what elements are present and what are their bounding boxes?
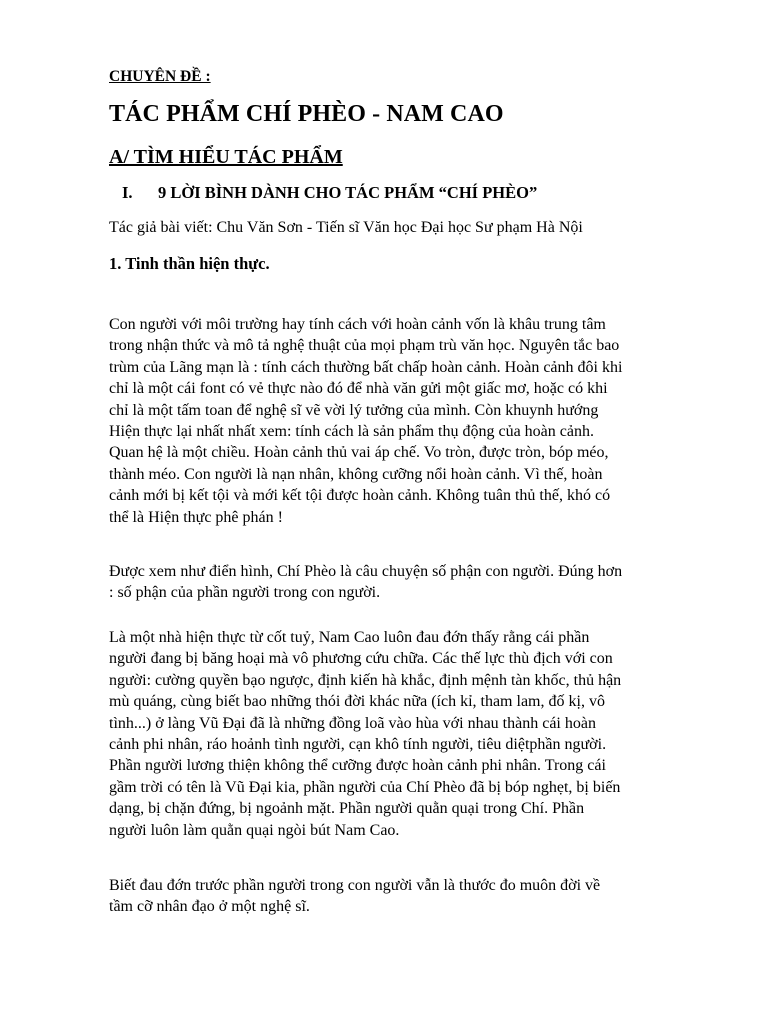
paragraph-line: trong nhận thức và mô tả nghệ thuật của mọi phạm trù văn học. Nguyên tắc bao	[109, 337, 620, 355]
paragraph	[109, 561, 689, 604]
sub-heading	[122, 183, 537, 203]
author-line: Tác giả bài viết: Chu Văn Sơn - Tiến sĩ Văn học Đại học Sư phạm Hà Nội	[109, 219, 583, 236]
paragraph-line: chỉ là một tấm toan để nghệ sĩ vẽ vời lý tưởng của mình. Còn khuynh hướng	[109, 401, 599, 419]
point-heading: 1. Tinh thần hiện thực.	[109, 254, 270, 273]
paragraph-line: mù quáng, cùng biết bao những thói đời khác nữa (ích kỉ, tham lam, đố kị, vô	[109, 693, 605, 711]
paragraph-line: người đang bị băng hoại mà vô phương cứu chữa. Các thế lực thù địch với con	[109, 650, 613, 668]
paragraph-line: : số phận của phần người trong con người.	[109, 584, 381, 602]
paragraph	[109, 627, 689, 841]
paragraph-line: cảnh phi nhân, ráo hoảnh tình người, cạn khô tính người, tiêu diệtphần người.	[109, 736, 607, 754]
paragraph-line: Được xem như điển hình, Chí Phèo là câu chuyện số phận con người. Đúng hơn	[109, 563, 623, 580]
paragraph-line: thành méo. Con người là nạn nhân, không cưỡng nổi hoàn cảnh. Vì thế, hoàn	[109, 465, 603, 483]
paragraph-line: Biết đau đớn trước phần người trong con người vẫn là thước đo muôn đời về	[109, 877, 601, 894]
paragraph	[109, 314, 689, 528]
paragraph-line: Là một nhà hiện thực từ cốt tuỷ, Nam Cao luôn đau đớn thấy rằng cái phần	[109, 629, 590, 646]
paragraph-line: trùm của Lãng mạn là : tính cách thường bất chấp hoàn cảnh. Hoàn cảnh đôi khi	[109, 358, 623, 376]
paragraph-line: thể là Hiện thực phê phán !	[109, 508, 283, 526]
paragraph-line: Quan hệ là một chiều. Hoàn cảnh thủ vai áp chế. Vo tròn, được tròn, bóp méo,	[109, 444, 609, 462]
paragraph-line: người luôn làm quằn quại ngòi bút Nam Cao.	[109, 821, 400, 839]
paragraph-line: Phần người lương thiện không thể cưỡng được hoàn cảnh phi nhân. Trong cái	[109, 757, 606, 775]
section-heading: A/ TÌM HIỂU TÁC PHẨM	[109, 146, 343, 168]
sub-heading-text: 9 LỜI BÌNH DÀNH CHO TÁC PHẨM “CHÍ PHÈO”	[158, 183, 538, 202]
paragraph-line: Hiện thực lại nhất nhất xem: tính cách là sản phẩm thụ động của hoàn cảnh.	[109, 423, 594, 441]
paragraph-line: gầm trời có tên là Vũ Đại kia, phần người của Chí Phèo đã bị bóp nghẹt, bị biến	[109, 778, 621, 796]
paragraph-line: Con người với môi trường hay tính cách với hoàn cảnh vốn là khâu trung tâm	[109, 316, 606, 333]
sub-heading-number: I.	[122, 183, 133, 202]
paragraph	[109, 875, 689, 918]
paragraph-line: chỉ là một cái font có vẻ thực nào đó để nhà văn gửi một giấc mơ, hoặc có khi	[109, 380, 608, 398]
paragraph-line: tầm cỡ nhân đạo ở một nghệ sĩ.	[109, 898, 310, 916]
topic-label: CHUYÊN ĐỀ :	[109, 68, 211, 85]
paragraph-line: cảnh mới bị kết tội và mới kết tội được hoàn cảnh. Không tuân thủ thế, khó có	[109, 487, 611, 505]
paragraph-line: tình...) ở làng Vũ Đại đã là những đồng loã vào hùa với nhau thành cái hoàn	[109, 714, 596, 732]
paragraph-line: người: cường quyền bạo ngược, định kiến hà khắc, định mệnh tàn khốc, thủ hận	[109, 671, 622, 689]
paragraph-line: dạng, bị chặn đứng, bị ngoảnh mặt. Phần người quằn quại trong Chí. Phần	[109, 800, 585, 818]
document-title: TÁC PHẨM CHÍ PHÈO - NAM CAO	[109, 101, 504, 127]
